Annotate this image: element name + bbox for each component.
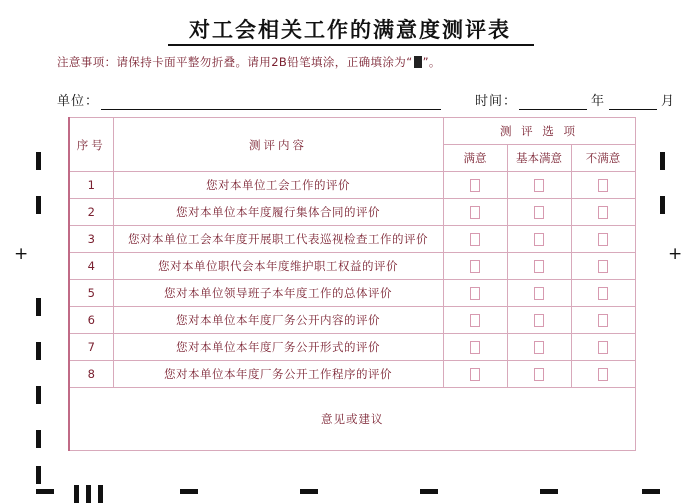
row-number: 3 [69, 226, 113, 253]
bubble-unsatisfied[interactable] [571, 361, 635, 388]
timing-mark [420, 489, 438, 494]
bubble-satisfied[interactable] [443, 307, 507, 334]
checkbox-icon[interactable] [470, 368, 480, 381]
header-no: 序号 [69, 118, 113, 172]
timing-mark [86, 485, 91, 503]
bubble-unsatisfied[interactable] [571, 253, 635, 280]
year-input[interactable] [519, 109, 587, 110]
timing-mark [540, 489, 558, 494]
row-number: 2 [69, 199, 113, 226]
row-number: 1 [69, 172, 113, 199]
bubble-basically-satisfied[interactable] [507, 361, 571, 388]
checkbox-icon[interactable] [598, 206, 608, 219]
table-row [69, 226, 635, 253]
bubble-unsatisfied[interactable] [571, 199, 635, 226]
evaluation-table [68, 117, 636, 451]
timing-mark [300, 489, 318, 494]
timing-mark [36, 489, 54, 494]
bubble-basically-satisfied[interactable] [507, 253, 571, 280]
row-item: 您对本单位本年度厂务公开工作程序的评价 [113, 361, 443, 388]
row-item: 您对本单位工会本年度开展职工代表巡视检查工作的评价 [113, 226, 443, 253]
checkbox-icon[interactable] [534, 233, 544, 246]
table-row [69, 334, 635, 361]
notice-text [57, 54, 441, 70]
row-number: 6 [69, 307, 113, 334]
checkbox-icon[interactable] [534, 287, 544, 300]
checkbox-icon[interactable] [598, 314, 608, 327]
month-input[interactable] [609, 109, 657, 110]
bubble-basically-satisfied[interactable] [507, 172, 571, 199]
registration-mark [660, 196, 665, 214]
row-number: 7 [69, 334, 113, 361]
checkbox-icon[interactable] [470, 287, 480, 300]
bubble-unsatisfied[interactable] [571, 280, 635, 307]
bubble-unsatisfied[interactable] [571, 334, 635, 361]
time-label: 时间： [475, 94, 518, 109]
checkbox-icon[interactable] [598, 341, 608, 354]
timing-mark [180, 489, 198, 494]
checkbox-icon[interactable] [534, 341, 544, 354]
bubble-basically-satisfied[interactable] [507, 280, 571, 307]
month-label: 月 [661, 94, 676, 109]
row-item: 您对本单位领导班子本年度工作的总体评价 [113, 280, 443, 307]
bubble-satisfied[interactable] [443, 280, 507, 307]
checkbox-icon[interactable] [470, 260, 480, 273]
table-row [69, 172, 635, 199]
checkbox-icon[interactable] [470, 233, 480, 246]
registration-mark [36, 430, 41, 448]
header-options-group: 测 评 选 项 [443, 118, 635, 145]
registration-mark [36, 386, 41, 404]
bubble-satisfied[interactable] [443, 199, 507, 226]
registration-mark [36, 466, 41, 484]
checkbox-icon[interactable] [534, 179, 544, 192]
field-row [57, 88, 676, 110]
bubble-satisfied[interactable] [443, 253, 507, 280]
checkbox-icon[interactable] [598, 179, 608, 192]
suggestion-label[interactable]: 意见或建议 [69, 388, 635, 451]
bubble-unsatisfied[interactable] [571, 307, 635, 334]
notice-prefix: 注意事项：请保持卡面平整勿折叠。请用2B铅笔填涂，正确填涂为“ [57, 55, 413, 69]
row-item: 您对本单位本年度厂务公开形式的评价 [113, 334, 443, 361]
table-row [69, 253, 635, 280]
row-item: 您对本单位工会工作的评价 [113, 172, 443, 199]
table-row [69, 361, 635, 388]
table-row [69, 307, 635, 334]
row-number: 5 [69, 280, 113, 307]
notice-suffix: ”。 [422, 55, 441, 69]
table-row [69, 199, 635, 226]
row-item: 您对本单位本年度履行集体合同的评价 [113, 199, 443, 226]
bubble-satisfied[interactable] [443, 334, 507, 361]
checkbox-icon[interactable] [534, 368, 544, 381]
checkbox-icon[interactable] [470, 179, 480, 192]
row-number: 8 [69, 361, 113, 388]
checkbox-icon[interactable] [598, 260, 608, 273]
header-option-unsatisfied: 不满意 [571, 145, 635, 172]
page-title: 对工会相关工作的满意度测评表 [189, 18, 511, 42]
bubble-satisfied[interactable] [443, 172, 507, 199]
checkbox-icon[interactable] [470, 314, 480, 327]
bubble-basically-satisfied[interactable] [507, 334, 571, 361]
checkbox-icon[interactable] [470, 206, 480, 219]
registration-mark [36, 298, 41, 316]
checkbox-icon[interactable] [470, 341, 480, 354]
header-option-satisfied: 满意 [443, 145, 507, 172]
timing-mark [74, 485, 79, 503]
bubble-unsatisfied[interactable] [571, 172, 635, 199]
checkbox-icon[interactable] [598, 368, 608, 381]
unit-input[interactable] [101, 109, 441, 110]
title-underline [168, 44, 534, 46]
bubble-satisfied[interactable] [443, 361, 507, 388]
alignment-plus-right: + [668, 244, 683, 264]
registration-mark [36, 196, 41, 214]
checkbox-icon[interactable] [534, 206, 544, 219]
registration-mark [36, 152, 41, 170]
checkbox-icon[interactable] [598, 287, 608, 300]
row-item: 您对本单位本年度厂务公开内容的评价 [113, 307, 443, 334]
checkbox-icon[interactable] [534, 260, 544, 273]
timing-mark [98, 485, 103, 503]
bubble-basically-satisfied[interactable] [507, 226, 571, 253]
checkbox-icon[interactable] [534, 314, 544, 327]
header-option-basically-satisfied: 基本满意 [507, 145, 571, 172]
alignment-plus-left: + [14, 244, 29, 264]
bubble-satisfied[interactable] [443, 226, 507, 253]
unit-label: 单位： [57, 94, 100, 109]
row-number: 4 [69, 253, 113, 280]
registration-mark [36, 342, 41, 360]
bubble-basically-satisfied[interactable] [507, 307, 571, 334]
table-row [69, 280, 635, 307]
header-content: 测评内容 [113, 118, 443, 172]
row-item: 您对本单位职代会本年度维护职工权益的评价 [113, 253, 443, 280]
year-label: 年 [591, 94, 606, 109]
suggestion-row [69, 388, 635, 451]
registration-mark [660, 152, 665, 170]
timing-mark [642, 489, 660, 494]
bubble-unsatisfied[interactable] [571, 226, 635, 253]
fill-block-icon [414, 56, 422, 68]
bubble-basically-satisfied[interactable] [507, 199, 571, 226]
checkbox-icon[interactable] [598, 233, 608, 246]
